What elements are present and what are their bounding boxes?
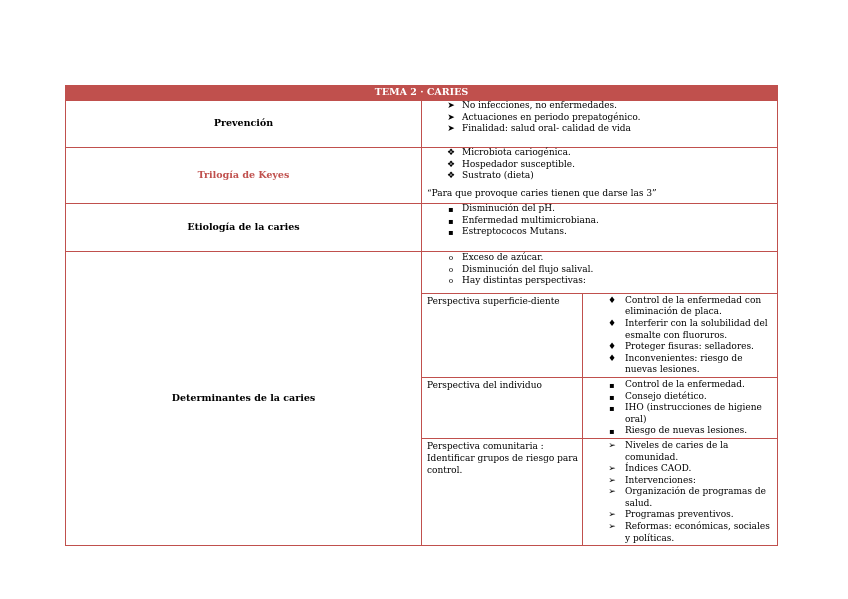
list-item: ♦ Control de la enfermedad con eliminación de placa. (605, 296, 777, 319)
square-bullet-icon: ▪ (448, 228, 454, 238)
square-bullet-icon: ▪ (609, 427, 615, 437)
table-title: TEMA 2 · CARIES (66, 86, 778, 101)
list-item: ➢ Índices CAOD. (605, 464, 777, 476)
list-item: ➢ Intervenciones: (605, 476, 777, 488)
diamond-bullet-icon: ❖ (446, 171, 456, 182)
circle-bullet-icon: o (448, 254, 454, 262)
square-bullet-icon: ▪ (448, 216, 454, 226)
perspectiva-comunitaria-label: Perspectiva comunitaria : Identificar grupos de riesgo para control. (422, 438, 583, 545)
list-item: ❖ Sustrato (dieta) (444, 171, 777, 183)
square-bullet-icon: ▪ (448, 205, 454, 214)
list-item: ➢ Reformas: económicas, sociales y políticas. (605, 522, 777, 545)
prevencion-content (422, 101, 778, 148)
trilogia-quote: “Para que provoque caries tienen que darse las 3” (427, 188, 657, 199)
arrow-bullet-icon: ➢ (608, 487, 616, 498)
list-item: ➤ Finalidad: salud oral- calidad de vida (444, 124, 777, 136)
arrow-bullet-icon: ➤ (447, 101, 455, 111)
caries-summary-table (65, 85, 778, 546)
list-item: o Hay distintas perspectivas: (444, 276, 777, 288)
square-bullet-icon: ▪ (609, 380, 615, 390)
perspectives-table (422, 293, 777, 545)
arrow-bullet-icon: ➢ (608, 464, 616, 475)
diamond-bullet-icon: ♦ (607, 353, 617, 364)
etiologia-label: Etiología de la caries (66, 204, 422, 252)
list-item: ❖ Hospedador susceptible. (444, 160, 777, 172)
arrow-bullet-icon: ➢ (608, 475, 616, 486)
list-item: ♦ Inconvenientes: riesgo de nuevas lesiones. (605, 354, 777, 377)
perspectiva-individuo-label: Perspectiva del individuo (422, 377, 583, 438)
arrow-bullet-icon: ➢ (608, 440, 616, 451)
list-item: ➢ Organización de programas de salud. (605, 487, 777, 510)
list-item: ♦ Interferir con la solubilidad del esmalte con fluoruros. (605, 319, 777, 342)
diamond-bullet-icon: ♦ (607, 295, 617, 306)
prevencion-label: Prevención (66, 101, 422, 148)
list-item: ▪ Enfermedad multimicrobiana. (444, 216, 777, 228)
list-item: ➤ No infecciones, no enfermedades. (444, 101, 777, 113)
list-item: ▪ Riesgo de nuevas lesiones. (605, 426, 777, 438)
square-bullet-icon: ▪ (609, 392, 615, 402)
arrow-bullet-icon: ➤ (447, 112, 455, 123)
list-item: ▪ Estreptococos Mutans. (444, 227, 777, 239)
arrow-bullet-icon: ➢ (608, 510, 616, 521)
list-item: ▪ Consejo dietético. (605, 392, 777, 404)
list-item: ♦ Proteger fisuras: selladores. (605, 342, 777, 354)
list-item: o Disminución del flujo salival. (444, 265, 777, 277)
list-item: ➤ Actuaciones en periodo prepatogénico. (444, 113, 777, 125)
perspectiva-superficie-content (583, 293, 778, 377)
arrow-bullet-icon: ➢ (608, 522, 616, 533)
perspectiva-superficie-label: Perspectiva superficie-diente (422, 293, 583, 377)
list-item: ❖ Microbiota cariogénica. (444, 148, 777, 160)
diamond-bullet-icon: ❖ (446, 159, 456, 170)
list-item: ▪ IHO (instrucciones de higiene oral) (605, 403, 777, 426)
determinantes-label: Determinantes de la caries (66, 252, 422, 546)
diamond-bullet-icon: ♦ (607, 342, 617, 353)
list-item: o Exceso de azúcar. (444, 253, 777, 265)
circle-bullet-icon: o (448, 265, 454, 274)
perspectiva-comunitaria-content (583, 438, 778, 545)
list-item: ➢ Programas preventivos. (605, 510, 777, 522)
trilogia-content (422, 148, 778, 204)
list-item: ▪ Disminución del pH. (444, 204, 777, 216)
perspectiva-individuo-content (583, 377, 778, 438)
list-item: ▪ Control de la enfermedad. (605, 380, 777, 392)
determinantes-content (422, 252, 778, 546)
etiologia-content (422, 204, 778, 252)
trilogia-label: Trilogía de Keyes (66, 148, 422, 204)
diamond-bullet-icon: ❖ (446, 148, 456, 158)
arrow-bullet-icon: ➤ (447, 124, 455, 135)
circle-bullet-icon: o (448, 277, 454, 286)
square-bullet-icon: ▪ (609, 404, 615, 414)
diamond-bullet-icon: ♦ (607, 318, 617, 329)
list-item: ➢ Niveles de caries de la comunidad. (605, 441, 777, 464)
